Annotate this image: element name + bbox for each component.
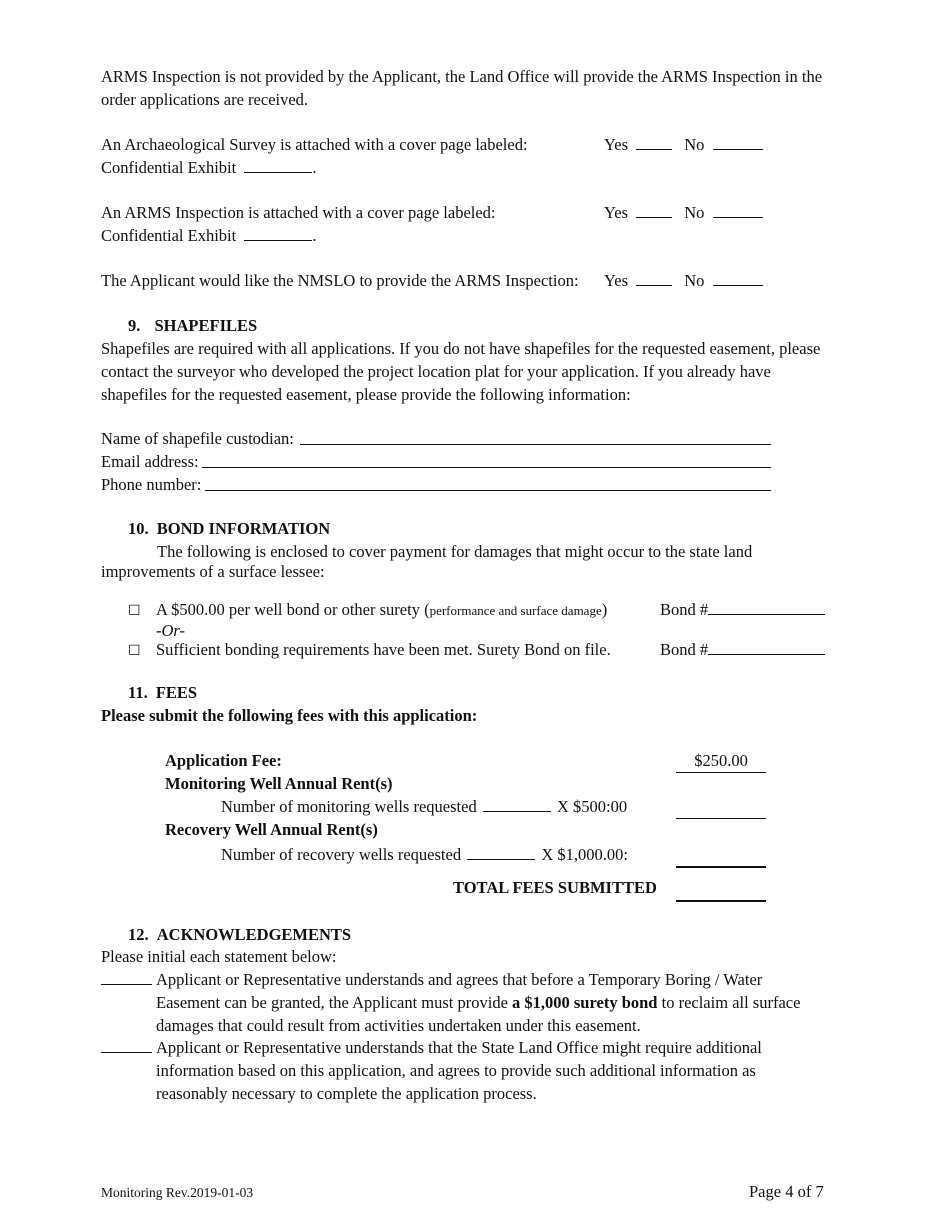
no-label: No [684, 203, 705, 222]
archaeological-yes-blank[interactable] [636, 134, 672, 150]
phone-input[interactable] [205, 490, 771, 491]
monitoring-count-blank[interactable] [483, 796, 551, 812]
bond-option-1[interactable] [128, 598, 141, 623]
or-separator: -Or- [156, 621, 185, 640]
nmslo-answers [604, 269, 763, 292]
bond-number-1-blank[interactable] [708, 599, 825, 615]
monitoring-rate: X $500:00 [556, 797, 628, 816]
nmslo-yes-blank[interactable] [636, 270, 672, 286]
recovery-rate: X $1,000.00: [541, 845, 628, 864]
checkbox-icon[interactable]: ☐ [128, 603, 141, 619]
ack-2-line-1: Applicant or Representative understands that the State Land Office might require additional [156, 1038, 762, 1057]
section-title: FEES [155, 683, 198, 702]
recovery-line [221, 843, 628, 866]
section-10-heading [128, 517, 330, 540]
section-title: BOND INFORMATION [156, 519, 331, 538]
shapefiles-line-3: shapefiles for the requested easement, please provide the following information: [101, 385, 631, 404]
email-label: Email address: [101, 452, 199, 471]
bond-line-1: The following is enclosed to cover payment for damages that might occur to the state land [157, 542, 753, 561]
archaeological-exhibit-blank[interactable] [244, 157, 312, 173]
exhibit-label: Confidential Exhibit [101, 158, 237, 177]
application-fee-value: $250.00 [694, 751, 748, 770]
shapefiles-paragraph [101, 337, 851, 406]
monitoring-heading: Monitoring Well Annual Rent(s) [165, 774, 393, 793]
recovery-heading: Recovery Well Annual Rent(s) [165, 820, 378, 839]
arms-yes-blank[interactable] [636, 202, 672, 218]
intro-paragraph [101, 65, 851, 111]
archaeological-answers [604, 133, 763, 156]
phone-label: Phone number: [101, 475, 202, 494]
intro-line-2: order applications are received. [101, 90, 309, 109]
bond-number-label: Bond # [660, 600, 709, 619]
bond-option-2-text: Sufficient bonding requirements have been met. Surety Bond on file. [156, 640, 611, 659]
ack-instruction: Please initial each statement below: [101, 947, 337, 966]
bond-option-2[interactable] [128, 638, 141, 663]
footer-page-number: Page 4 of 7 [749, 1182, 824, 1201]
archaeological-exhibit: Confidential Exhibit . [101, 158, 317, 177]
yes-label: Yes [604, 203, 629, 222]
archaeological-question: An Archaeological Survey is attached with a cover page labeled: [101, 135, 528, 154]
email-input[interactable] [202, 467, 771, 468]
bond-number-2-blank[interactable] [708, 639, 825, 655]
section-11-heading [128, 681, 197, 704]
recovery-count-blank[interactable] [467, 844, 535, 860]
bond-number-1 [660, 598, 825, 621]
section-number: 11. [128, 683, 148, 702]
application-fee-underline [676, 772, 766, 773]
nmslo-question: The Applicant would like the NMSLO to provide the ARMS Inspection: [101, 271, 579, 290]
ack-2-line-3: reasonably necessary to complete the application process. [156, 1084, 537, 1103]
application-fee-label: Application Fee: [165, 751, 282, 770]
arms-exhibit-blank[interactable] [244, 225, 312, 241]
exhibit-label: Confidential Exhibit [101, 226, 237, 245]
checkbox-icon[interactable]: ☐ [128, 643, 141, 659]
ack-2-initial-blank[interactable] [101, 1052, 152, 1053]
section-12-heading [128, 923, 351, 946]
no-label: No [684, 135, 705, 154]
bond-number-label: Bond # [660, 640, 709, 659]
intro-line-1: ARMS Inspection is not provided by the Applicant, the Land Office will provide the ARMS Inspection in the [101, 67, 823, 86]
bond-line-2: improvements of a surface lessee: [101, 562, 325, 581]
total-fees-blank[interactable] [676, 900, 766, 902]
section-title: SHAPEFILES [154, 316, 258, 335]
no-label: No [684, 271, 705, 290]
ack-1-text [156, 968, 846, 1037]
recovery-amount-blank[interactable] [676, 866, 766, 868]
ack-1-line-3: damages that could result from activities undertaken under this easement. [156, 1016, 641, 1035]
ack-1-line-2-post: to reclaim all surface [657, 993, 801, 1012]
shapefiles-line-1: Shapefiles are required with all applications. If you do not have shapefiles for the requested easement, please [101, 339, 821, 358]
ack-2-text [156, 1036, 846, 1105]
monitoring-line [221, 795, 627, 818]
custodian-label: Name of shapefile custodian: [101, 429, 294, 448]
ack-1-line-2-pre: Easement can be granted, the Applicant must provide [156, 993, 513, 1012]
ack-1-surety-bond: a $1,000 surety bond [512, 993, 658, 1012]
fees-instruction: Please submit the following fees with this application: [101, 706, 478, 725]
yes-label: Yes [604, 135, 629, 154]
section-number: 9. [128, 316, 141, 335]
option-1-close: ) [601, 600, 608, 619]
archaeological-no-blank[interactable] [713, 134, 763, 150]
arms-exhibit: Confidential Exhibit . [101, 226, 317, 245]
section-title: ACKNOWLEDGEMENTS [156, 925, 352, 944]
monitoring-amount-blank[interactable] [676, 818, 766, 819]
arms-question: An ARMS Inspection is attached with a cover page labeled: [101, 203, 496, 222]
ack-1-line-2 [156, 991, 846, 1014]
option-1-note: performance and surface damage [429, 603, 602, 618]
ack-2-line-2: information based on this application, and agrees to provide such additional information as [156, 1061, 756, 1080]
section-number: 12. [128, 925, 149, 944]
custodian-input[interactable] [300, 444, 771, 445]
footer-revision: Monitoring Rev.2019-01-03 [101, 1185, 254, 1200]
section-number: 10. [128, 519, 149, 538]
ack-1-line-1: Applicant or Representative understands and agrees that before a Temporary Boring / Water [156, 970, 763, 989]
shapefiles-line-2: contact the surveyor who developed the project location plat for your application. If you already have [101, 362, 771, 381]
arms-answers [604, 201, 763, 224]
recovery-label: Number of recovery wells requested [221, 845, 462, 864]
yes-label: Yes [604, 271, 629, 290]
nmslo-no-blank[interactable] [713, 270, 763, 286]
arms-no-blank[interactable] [713, 202, 763, 218]
monitoring-label: Number of monitoring wells requested [221, 797, 477, 816]
bond-number-2 [660, 638, 825, 661]
ack-1-initial-blank[interactable] [101, 984, 152, 985]
option-1-main: A $500.00 per well bond or other surety ( [156, 600, 430, 619]
bond-option-1-text [156, 598, 607, 622]
total-fees-label: TOTAL FEES SUBMITTED [453, 878, 657, 897]
section-9-heading [128, 314, 257, 337]
